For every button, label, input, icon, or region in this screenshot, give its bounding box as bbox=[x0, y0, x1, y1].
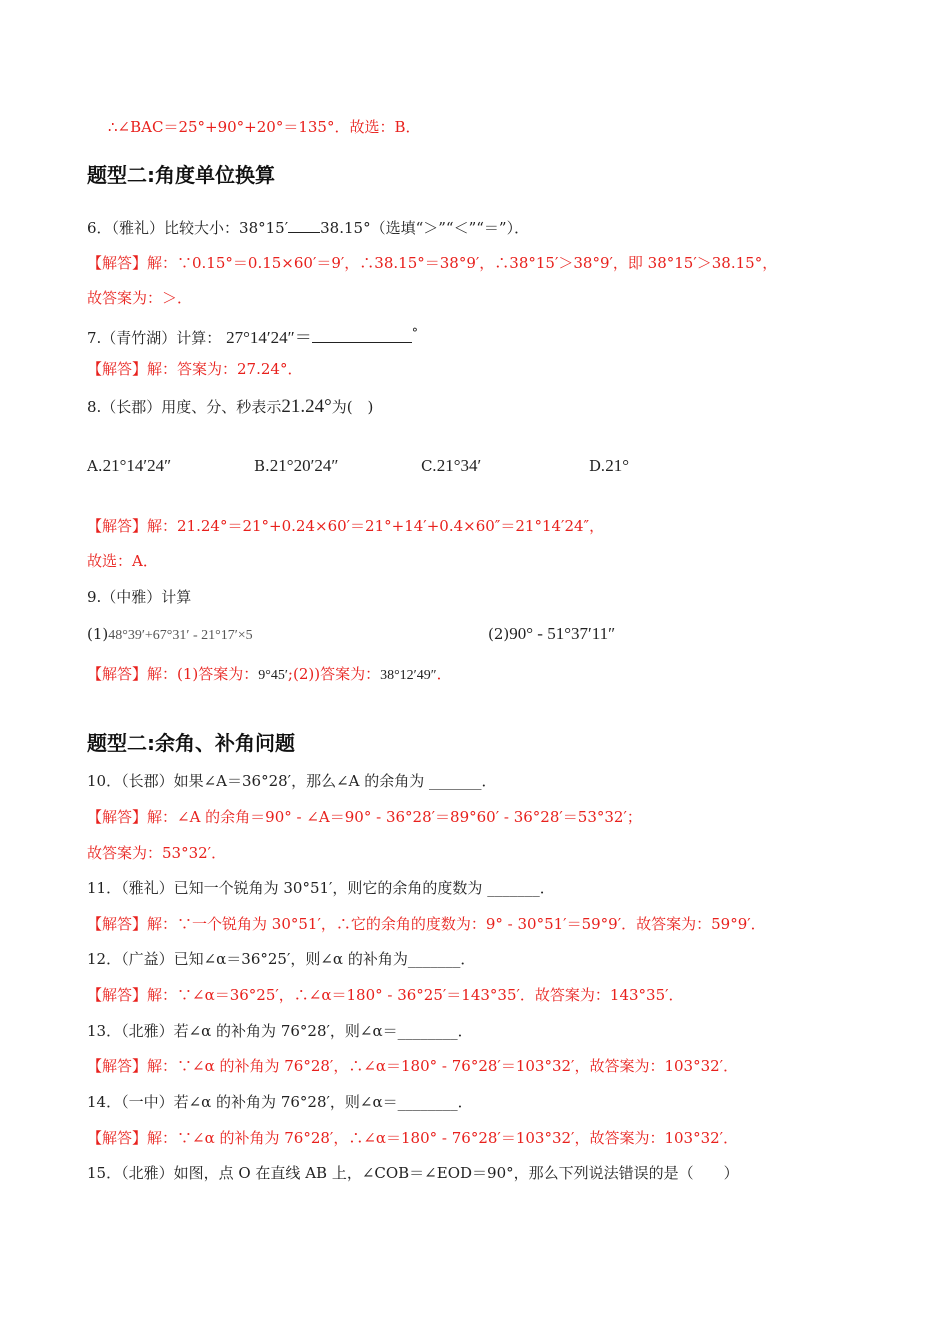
option-b-label: B. bbox=[254, 457, 270, 475]
answer-9-text-c: ． bbox=[436, 665, 452, 683]
question-11: 11．（雅礼）已知一个锐角为 30°51′，则它的余角的度数为 _______． bbox=[87, 879, 555, 897]
question-7-expression: 27°14′24″＝ bbox=[226, 328, 312, 347]
question-8-text: 8.（长郡）用度、分、秒表示 bbox=[87, 398, 282, 416]
section-heading-complementary-angles: 题型二:余角、补角问题 bbox=[87, 731, 295, 755]
question-6-text-b: 38.15°（选填“＞”“＜”“＝”）． bbox=[320, 219, 530, 237]
part-2-label: (2) bbox=[488, 625, 510, 643]
option-c bbox=[421, 455, 481, 477]
answer-10-line-2: 故答案为：53°32′． bbox=[87, 844, 227, 862]
question-13: 13．（北雅）若∠α 的补角为 76°28′，则∠α＝________． bbox=[87, 1022, 473, 1040]
option-d bbox=[589, 455, 629, 477]
question-15: 15．（北雅）如图，点 O 在直线 AB 上，∠COB＝∠EOD＝90°，那么下列说法错误的是（ ） bbox=[87, 1164, 739, 1182]
part-1-label: (1) bbox=[87, 625, 109, 643]
question-6-text-a: 6．（雅礼）比较大小：38°15′ bbox=[87, 219, 289, 237]
question-8-expression: 21.24° bbox=[281, 396, 332, 417]
question-6 bbox=[87, 217, 529, 239]
answer-9 bbox=[87, 663, 452, 687]
answer-6-line-2: 故答案为：＞． bbox=[87, 289, 193, 307]
question-14: 14．（一中）若∠α 的补角为 76°28′，则∠α＝________． bbox=[87, 1093, 473, 1111]
question-9: 9.（中雅）计算 bbox=[87, 588, 192, 606]
answer-9-text-b: ;(2))答案为： bbox=[287, 665, 381, 683]
option-b bbox=[254, 455, 338, 477]
question-8-text-b: 为( ) bbox=[331, 398, 374, 416]
answer-blank bbox=[288, 218, 320, 233]
option-c-value: 21°34′ bbox=[436, 456, 482, 475]
option-b-value: 21°20′24″ bbox=[269, 456, 339, 475]
question-9-part-2 bbox=[488, 623, 615, 645]
answer-9-value-1: 9°45′ bbox=[258, 668, 288, 683]
option-d-label: D. bbox=[589, 457, 606, 475]
option-d-value: 21° bbox=[605, 456, 630, 475]
answer-10-line-1: 【解答】解：∠A 的余角＝90° - ∠A＝90° - 36°28′＝89°60′ - 36°28′＝53°32′； bbox=[87, 808, 642, 826]
answer-11: 【解答】解：∵一个锐角为 30°51′，∴它的余角的度数为：9° - 30°51′＝59°9′．故答案为：59°9′． bbox=[87, 915, 766, 933]
answer-14: 【解答】解：∵∠α 的补角为 76°28′，∴∠α＝180° - 76°28′＝103°32′，故答案为：103°32′． bbox=[87, 1129, 739, 1147]
question-12: 12．（广益）已知∠α＝36°25′，则∠α 的补角为_______． bbox=[87, 950, 476, 968]
section-heading-unit-conversion: 题型二:角度单位换算 bbox=[87, 163, 275, 187]
question-10: 10．（长郡）如果∠A＝36°28′，那么∠A 的余角为 _______． bbox=[87, 772, 497, 790]
part-2-expression: 90° - 51°37′11″ bbox=[509, 624, 616, 643]
answer-6-line-1: 【解答】解：∵0.15°＝0.15×60′＝9′，∴38.15°＝38°9′，∴38°15′＞38°9′，即 38°15′＞38.15°， bbox=[87, 254, 778, 272]
answer-8-line-2: 故选：A． bbox=[87, 552, 158, 570]
answer-9-value-2: 38°12′49″ bbox=[380, 668, 437, 683]
option-a bbox=[87, 455, 171, 477]
option-a-value: 21°14′24″ bbox=[102, 456, 172, 475]
option-a-label: A. bbox=[87, 457, 103, 475]
answer-blank bbox=[312, 328, 412, 343]
answer-7: 【解答】解：答案为：27.24°． bbox=[87, 360, 303, 378]
answer-13: 【解答】解：∵∠α 的补角为 76°28′，∴∠α＝180° - 76°28′＝103°32′，故答案为：103°32′． bbox=[87, 1057, 739, 1075]
answer-8-line-1: 【解答】解：21.24°＝21°+0.24×60′＝21°+14′+0.4×60″＝21°14′24″， bbox=[87, 517, 605, 535]
question-8 bbox=[87, 396, 373, 418]
option-c-label: C. bbox=[421, 457, 437, 475]
question-9-part-1 bbox=[87, 623, 253, 647]
degree-unit: ° bbox=[411, 325, 418, 340]
answer-12: 【解答】解：∵∠α＝36°25′，∴∠α＝180° - 36°25′＝143°35′．故答案为：143°35′． bbox=[87, 986, 684, 1004]
previous-answer-line: ∴∠BAC＝25°+90°+20°＝135°．故选：B． bbox=[108, 118, 421, 136]
question-7 bbox=[87, 322, 418, 349]
part-1-expression: 48°39′+67°31′ - 21°17′×5 bbox=[108, 628, 253, 643]
question-7-text: 7.（青竹湖）计算： bbox=[87, 329, 222, 347]
answer-9-text-a: 【解答】解：(1)答案为： bbox=[87, 665, 259, 683]
